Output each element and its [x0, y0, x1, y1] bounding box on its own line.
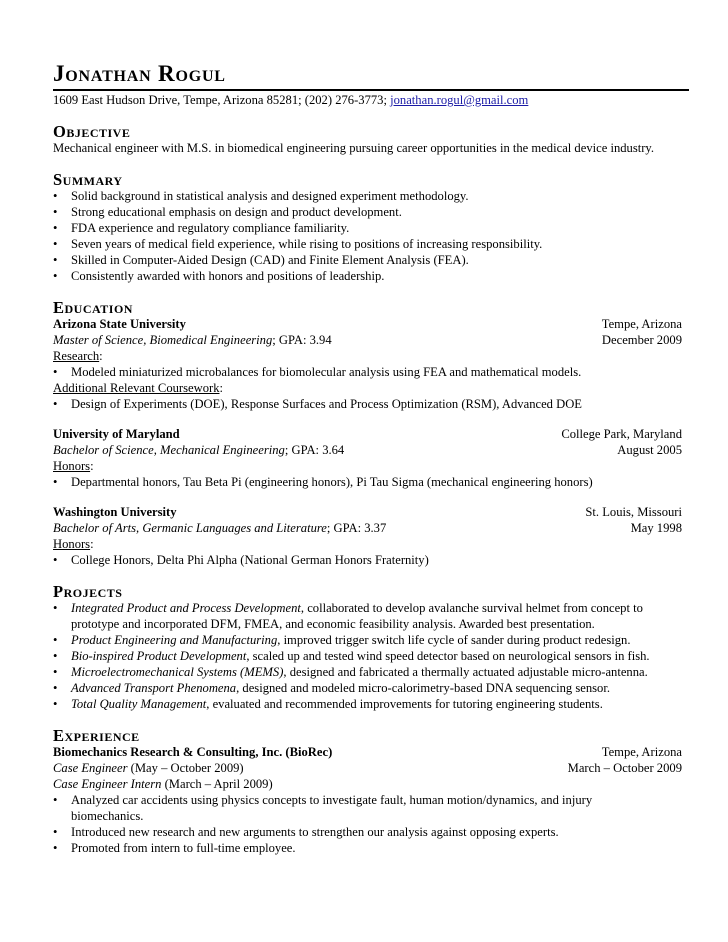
bullet-icon: • [53, 841, 58, 855]
bullet-icon: • [53, 633, 58, 647]
education-entry-wustl: Washington University St. Louis, Missouri Bachelor of Arts, Germanic Languages and Literature; GPA: 3.37 May 1998 Honors: • College Honors, Delta Phi Alpha (National German Honors Fraternity) [53, 505, 682, 567]
bullet-icon: • [53, 601, 58, 615]
bullet-icon: • [53, 189, 58, 203]
list-item: • Total Quality Management, evaluated and recommended improvements for tutoring engineering students. [53, 697, 603, 711]
list-item: • Integrated Product and Process Development, collaborated to develop avalanche survival helmet from concept to prototype and incorporated DFM, FMEA, and economic feasibility analysis. Awarded best presentation. [53, 601, 643, 631]
experience-list [53, 792, 682, 856]
role-dates: (March – April 2009) [161, 777, 273, 791]
school-location: St. Louis, Missouri [585, 505, 682, 519]
degree-date: December 2009 [601, 333, 682, 347]
list-item: • FDA experience and regulatory compliance familiarity. [53, 221, 350, 235]
subsection-label: Honors [53, 459, 91, 473]
school-name: Arizona State University [53, 317, 186, 331]
gpa: ; GPA: 3.94 [272, 333, 332, 347]
education-entry-umd: University of Maryland College Park, Maryland Bachelor of Science, Mechanical Engineering; GPA: 3.64 August 2005 Honors: • Departmental honors, Tau Beta Pi (engineering honors), Pi Tau Sigma (mechanical engineering honors) [53, 427, 682, 489]
degree-name: Master of Science, Biomedical Engineering [53, 333, 273, 347]
summary-heading: Summary [53, 170, 123, 189]
school-name: University of Maryland [53, 427, 180, 441]
bullet-icon: • [53, 475, 58, 489]
bullet-icon: • [53, 553, 58, 567]
education-heading: Education [53, 298, 133, 317]
email-link[interactable]: jonathan.rogul@gmail.com [390, 93, 529, 107]
list-item: • Departmental honors, Tau Beta Pi (engineering honors), Pi Tau Sigma (mechanical engineering honors) [53, 475, 593, 489]
bullet-icon: • [53, 237, 58, 251]
projects-list [53, 600, 682, 712]
list-item: • Introduced new research and new arguments to strengthen our analysis against opposing experts. [53, 825, 559, 839]
list-item: • Seven years of medical field experience, while rising to positions of increasing responsibility. [53, 237, 543, 251]
bullet-icon: • [53, 397, 58, 411]
bullet-icon: • [53, 221, 58, 235]
subsection-label: Research [53, 349, 100, 363]
list-item: • Strong educational emphasis on design and product development. [53, 205, 402, 219]
contact-line [53, 93, 682, 108]
list-item: • Analyzed car accidents using physics concepts to investigate fault, human motion/dynamics, and injury biomechanics. [53, 793, 593, 823]
school-location: Tempe, Arizona [601, 317, 682, 331]
school-location: College Park, Maryland [561, 427, 682, 441]
list-item: • Modeled miniaturized microbalances for biomolecular analysis using FEA and mathematical models. [53, 365, 582, 379]
education-entry-asu: Arizona State University Tempe, Arizona Master of Science, Biomedical Engineering; GPA: 3.94 December 2009 Research: • Modeled miniaturized microbalances for biomolecular analysis using FEA and mathematical models. Additional Relevant Coursework: • Design of Experiments (DOE), Response Surfaces and Process Optimization (RSM), Advanced DOE [53, 317, 682, 411]
subsection-label: Honors [53, 537, 91, 551]
objective-text: Mechanical engineer with M.S. in biomedical engineering pursuing career opportunities in the medical device industry. [53, 141, 655, 155]
bullet-icon: • [53, 205, 58, 219]
employment-dates: March – October 2009 [567, 761, 682, 775]
school-name: Washington University [53, 505, 177, 519]
experience-heading: Experience [53, 726, 140, 745]
role-dates: (May – October 2009) [127, 761, 244, 775]
project-name: Bio-inspired Product Development [71, 649, 247, 663]
list-item: • Design of Experiments (DOE), Response Surfaces and Process Optimization (RSM), Advanced DOE [53, 397, 582, 411]
bullet-icon: • [53, 269, 58, 283]
degree-date: May 1998 [630, 521, 682, 535]
project-name: Integrated Product and Process Development [71, 601, 301, 615]
project-name: Advanced Transport Phenomena [71, 681, 237, 695]
list-item: • Product Engineering and Manufacturing, improved trigger switch life cycle of sander during product redesign. [53, 633, 631, 647]
contact-address-phone: 1609 East Hudson Drive, Tempe, Arizona 85281; (202) 276-3773; [53, 93, 391, 107]
project-name: Microelectromechanical Systems (MEMS) [71, 665, 284, 679]
bullet-icon: • [53, 825, 58, 839]
list-item: • Advanced Transport Phenomena, designed and modeled micro-calorimetry-based DNA sequencing sensor. [53, 681, 610, 695]
list-item: • Bio-inspired Product Development, scaled up and tested wind speed detector based on neurological sensors in fish. [53, 649, 650, 663]
summary-list [53, 188, 682, 284]
list-item: • Skilled in Computer-Aided Design (CAD) and Finite Element Analysis (FEA). [53, 253, 469, 267]
bullet-icon: • [53, 253, 58, 267]
bullet-icon: • [53, 365, 58, 379]
list-item: • Microelectromechanical Systems (MEMS), designed and fabricated a thermally actuated adjustable micro-antenna. [53, 665, 648, 679]
bullet-icon: • [53, 681, 58, 695]
company-name: Biomechanics Research & Consulting, Inc. (BioRec) [53, 745, 333, 759]
bullet-icon: • [53, 649, 58, 663]
project-name: Total Quality Management [71, 697, 207, 711]
bullet-icon: • [53, 697, 58, 711]
candidate-name: Jonathan Rogul [53, 61, 226, 86]
bullet-icon: • [53, 665, 58, 679]
gpa: ; GPA: 3.64 [284, 443, 345, 457]
list-item: • College Honors, Delta Phi Alpha (National German Honors Fraternity) [53, 553, 429, 567]
list-item: • Promoted from intern to full-time employee. [53, 841, 296, 855]
company-location: Tempe, Arizona [601, 745, 682, 759]
objective-heading: Objective [53, 122, 131, 141]
subsection-label: Additional Relevant Coursework [53, 381, 220, 395]
bullet-icon: • [53, 793, 58, 807]
role-title: Case Engineer [53, 761, 128, 775]
gpa: ; GPA: 3.37 [326, 521, 387, 535]
degree-name: Bachelor of Arts, Germanic Languages and Literature [53, 521, 327, 535]
role-title: Case Engineer Intern [53, 777, 162, 791]
list-item: • Solid background in statistical analysis and designed experiment methodology. [53, 189, 469, 203]
projects-heading: Projects [53, 582, 123, 601]
degree-date: August 2005 [617, 443, 682, 457]
project-name: Product Engineering and Manufacturing [71, 633, 278, 647]
resume-page [53, 62, 682, 856]
list-item: • Consistently awarded with honors and positions of leadership. [53, 269, 385, 283]
degree-name: Bachelor of Science, Mechanical Engineering [53, 443, 285, 457]
